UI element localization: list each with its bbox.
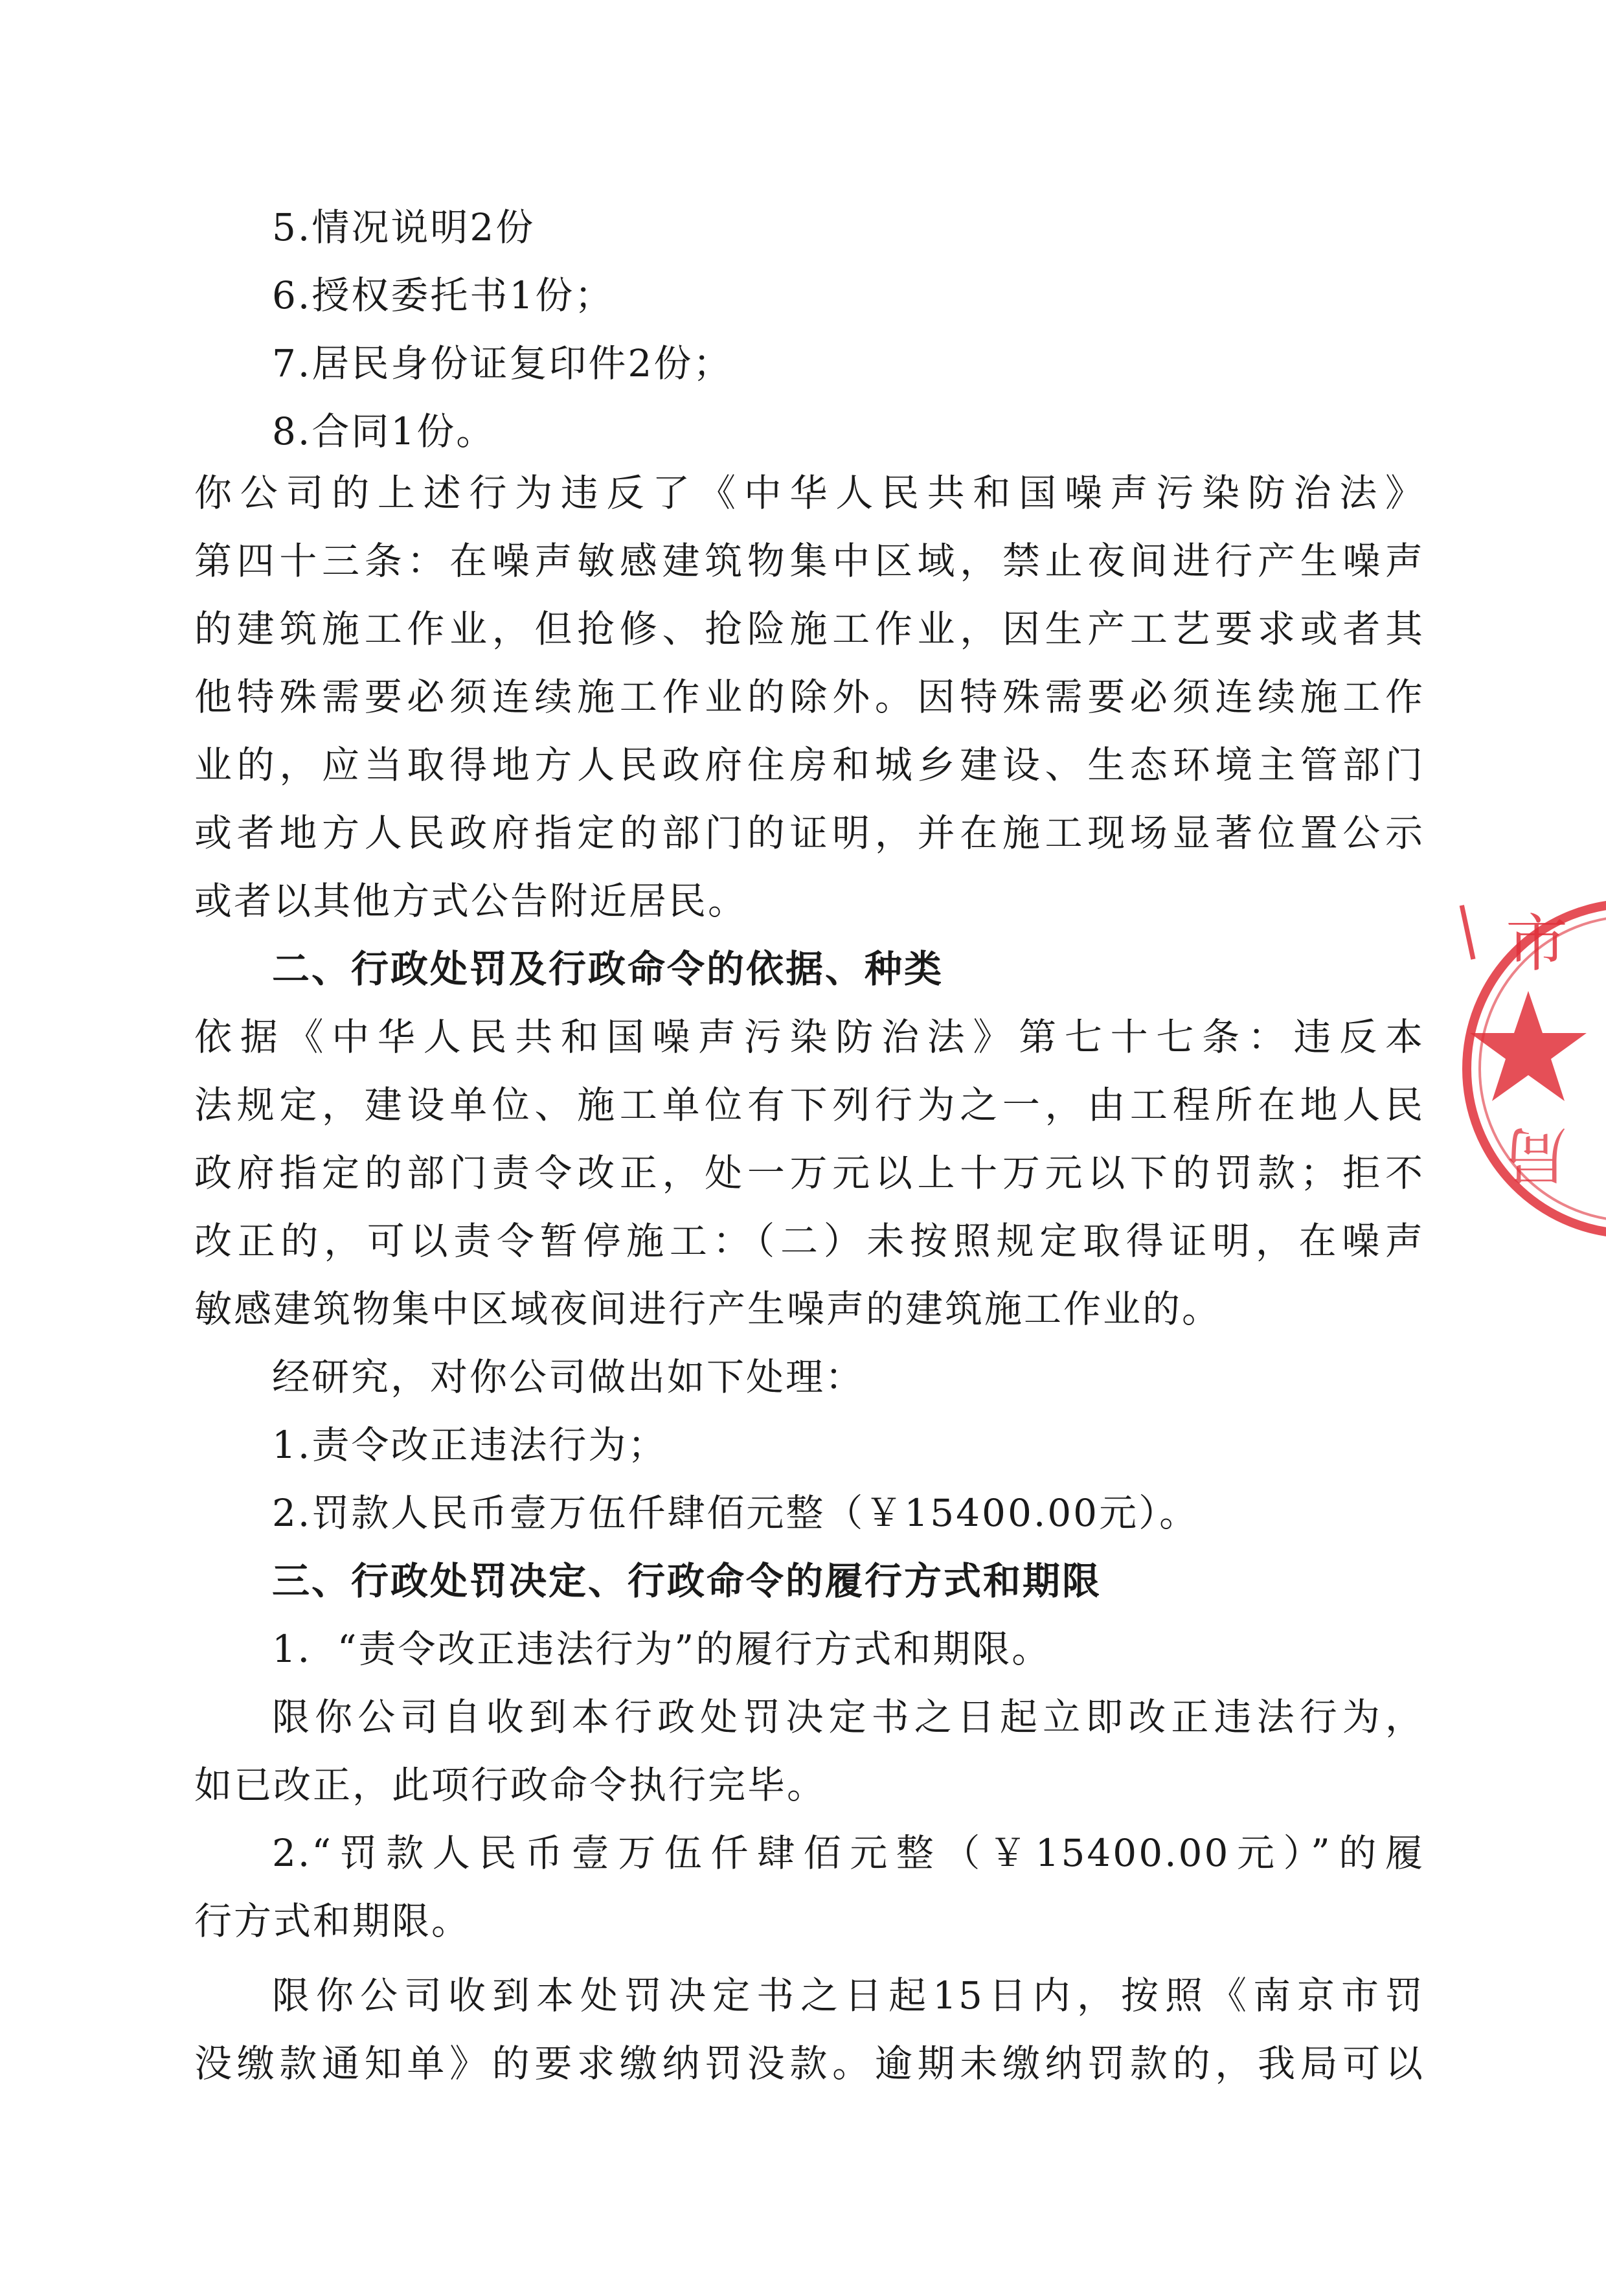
paragraph-line: 限你公司收到本处罚决定书之日起15日内，按照《南京市罚 [272,1973,1425,2018]
attachment-item-8: 8.合同1份。 [272,409,496,453]
paragraph-line: 如已改正，此项行政命令执行完毕。 [194,1763,827,1807]
paragraph-line: 法规定，建设单位、施工单位有下列行为之一，由工程所在地人民 [194,1083,1425,1127]
paragraph-line: 或者地方人民政府指定的部门的证明，并在施工现场显著位置公示 [194,811,1425,855]
seal-text: 市 [1506,907,1568,980]
paragraph-line: 敏感建筑物集中区域夜间进行产生噪声的建筑施工作业的。 [194,1287,1222,1331]
paragraph-line: 限你公司自收到本行政处罚决定书之日起立即改正违法行为， [272,1695,1425,1739]
paragraph-line: 改正的，可以责令暂停施工：（二）未按照规定取得证明，在噪声 [194,1219,1425,1263]
paragraph-line: 没缴款通知单》的要求缴纳罚没款。逾期未缴纳罚款的，我局可以 [194,2041,1425,2086]
paragraph-line: 政府指定的部门责令改正，处一万元以上十万元以下的罚款；拒不 [194,1151,1425,1195]
decision-item-1: 1.责令改正违法行为； [272,1423,668,1467]
paragraph-line: 业的，应当取得地方人民政府住房和城乡建设、生态环境主管部门 [194,743,1425,787]
section-heading-2: 二、行政处罚及行政命令的依据、种类 [272,947,944,991]
paragraph-line: 第四十三条：在噪声敏感建筑物集中区域，禁止夜间进行产生噪声 [194,539,1425,583]
attachment-item-5: 5.情况说明2份 [272,205,536,249]
section-heading-3: 三、行政处罚决定、行政命令的履行方式和期限 [272,1559,1102,1603]
attachment-item-6: 6.授权委托书1份； [272,273,615,317]
paragraph-line: 或者以其他方式公告附近居民。 [194,879,748,923]
subheading-2-cont: 行方式和期限。 [194,1899,471,1943]
seal-star-icon [1470,991,1587,1101]
decision-item-2: 2.罚款人民币壹万伍仟肆佰元整（￥15400.00元）。 [272,1491,1199,1535]
subheading-1: 1．“责令改正违法行为”的履行方式和期限。 [272,1627,1052,1671]
paragraph-line: 他特殊需要必须连续施工作业的除外。因特殊需要必须连续施工作 [194,675,1425,719]
official-seal [1444,887,1606,1250]
paragraph-line: 你公司的上述行为违反了《中华人民共和国噪声污染防治法》 [194,471,1425,515]
svg-text:∣: ∣ [1452,898,1484,970]
attachment-item-7: 7.居民身份证复印件2份； [272,341,733,385]
paragraph-line: 依据《中华人民共和国噪声污染防治法》第七十七条：违反本 [194,1015,1425,1059]
paragraph-line: 经研究，对你公司做出如下处理： [272,1355,865,1399]
subheading-2: 2.“罚款人民币壹万伍仟肆佰元整（￥15400.00元）”的履 [272,1831,1425,1875]
paragraph-line: 的建筑施工作业，但抢修、抢险施工作业，因生产工艺要求或者其 [194,607,1425,651]
seal-fragment-text: 局 [1505,1119,1567,1191]
